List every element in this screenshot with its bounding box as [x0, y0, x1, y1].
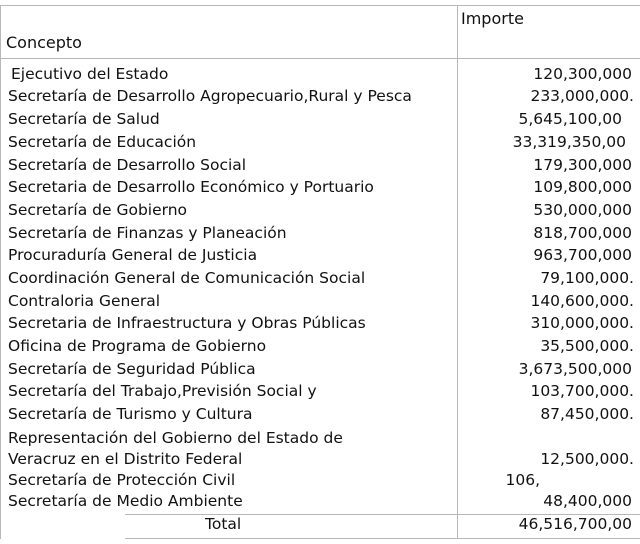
row-concepto: Secretaría de Turismo y Cultura	[8, 405, 253, 423]
row-importe: 109,800,000	[533, 178, 632, 196]
total-label: Total	[205, 515, 242, 533]
row-importe: 233,000,000.	[530, 87, 634, 105]
bottom-border	[125, 538, 640, 539]
row-concepto: Coordinación General de Comunicación Social	[8, 269, 366, 287]
row-importe: 48,400,000	[543, 492, 632, 510]
row-importe: 35,500,000.	[540, 337, 634, 355]
row-concepto: Procuraduría General de Justicia	[8, 246, 258, 264]
table-row	[0, 63, 640, 85]
table-row	[0, 380, 640, 402]
table-row	[0, 290, 640, 312]
table-row	[0, 222, 640, 244]
table-row	[0, 267, 640, 289]
table-row	[0, 469, 640, 491]
row-importe: 106,	[505, 471, 540, 489]
table-row	[0, 490, 640, 512]
row-importe: 140,600,000.	[530, 292, 634, 310]
row-concepto: Secretaría de Medio Ambiente	[8, 492, 243, 510]
row-importe: 310,000,000.	[530, 314, 634, 332]
row-concepto: Secretaria de Desarrollo Económico y Portuario	[8, 178, 374, 196]
row-concepto: Secretaría de Salud	[8, 110, 160, 128]
row-concepto: Secretaría de Seguridad Pública	[8, 360, 256, 378]
table-row	[0, 448, 640, 470]
table-row	[0, 131, 640, 153]
table-row	[0, 403, 640, 425]
row-importe: 120,300,000	[533, 65, 632, 83]
header-separator	[0, 58, 640, 59]
row-importe: 33,319,350,00	[512, 133, 626, 151]
table-row	[0, 108, 640, 130]
row-concepto: Veracruz en el Distrito Federal	[8, 450, 243, 468]
row-concepto: Secretaria de Infraestructura y Obras Públicas	[8, 314, 366, 332]
table-row	[0, 312, 640, 334]
table-row	[0, 358, 640, 380]
row-concepto: Secretaría de Educación	[8, 133, 197, 151]
row-importe: 818,700,000	[533, 224, 632, 242]
row-importe: 3,673,500,000	[518, 360, 632, 378]
total-value: 46,516,700,00	[518, 515, 632, 533]
table-row	[0, 199, 640, 221]
top-border	[0, 5, 640, 6]
row-importe: 179,300,000	[533, 156, 632, 174]
row-concepto: Secretaría de Desarrollo Agropecuario,Rural y Pesca	[8, 87, 412, 105]
row-concepto: Secretaría de Finanzas y Planeación	[8, 224, 287, 242]
row-importe: 87,450,000.	[540, 405, 634, 423]
row-concepto: Secretaría de Gobierno	[8, 201, 188, 219]
row-concepto: Representación del Gobierno del Estado de	[8, 429, 343, 447]
row-importe: 530,000,000	[533, 201, 632, 219]
row-importe: 103,700,000.	[530, 382, 634, 400]
table-row	[0, 154, 640, 176]
header-concepto: Concepto	[6, 33, 82, 52]
row-concepto: Secretaría de Desarrollo Social	[8, 156, 247, 174]
row-concepto: Contraloria General	[8, 292, 161, 310]
row-concepto: Ejecutivo del Estado	[11, 65, 169, 83]
table-row	[0, 427, 640, 449]
row-concepto: Secretaría de Protección Civil	[8, 471, 236, 489]
row-importe: 5,645,100,00	[518, 110, 622, 128]
row-concepto: Oficina de Programa de Gobierno	[8, 337, 267, 355]
row-importe: 12,500,000.	[540, 450, 634, 468]
table-row	[0, 244, 640, 266]
header-importe: Importe	[461, 9, 524, 28]
table-row	[0, 85, 640, 107]
row-concepto: Secretaría del Trabajo,Previsión Social y	[8, 382, 317, 400]
row-importe: 963,700,000	[533, 246, 632, 264]
table-row	[0, 176, 640, 198]
table-row	[0, 335, 640, 357]
row-importe: 79,100,000.	[540, 269, 634, 287]
